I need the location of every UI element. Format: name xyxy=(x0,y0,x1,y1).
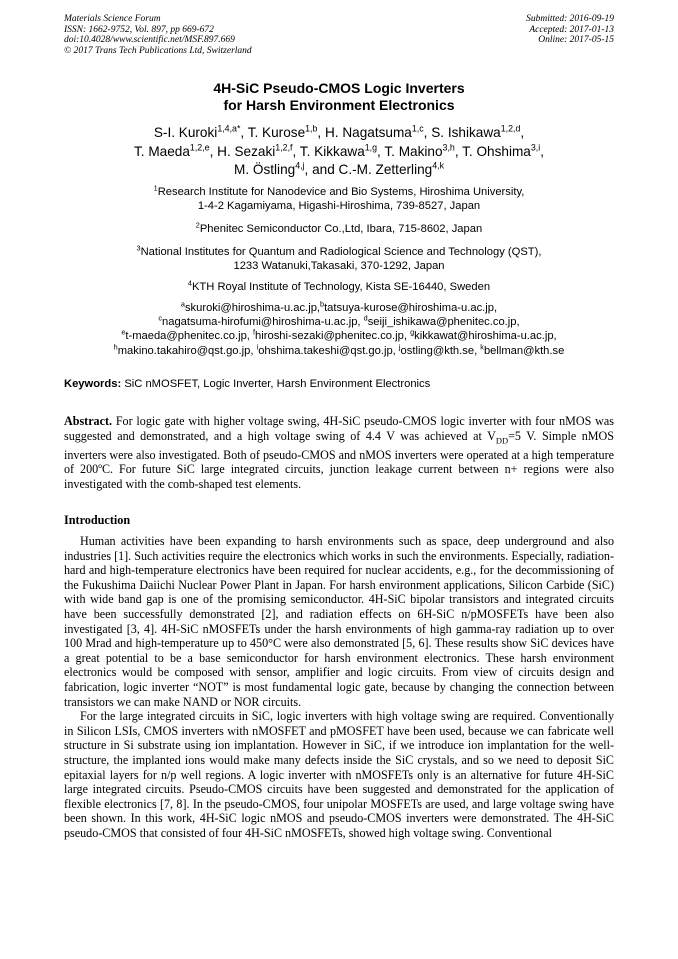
email[interactable]: tatsuya-kurose@hiroshima-u.ac.jp, xyxy=(324,302,498,314)
journal-info xyxy=(64,14,252,56)
aff-line: 1-4-2 Kagamiyama, Higashi-Hiroshima, 739-8527, Japan xyxy=(197,200,481,213)
email[interactable]: hiroshi-sezaki@phenitec.co.jp, xyxy=(255,330,407,343)
affiliation-3 xyxy=(40,245,638,273)
email-sup: j xyxy=(398,341,401,351)
author: H. Sezaki xyxy=(217,143,276,159)
paragraph: For the large integrated circuits in SiC, logic inverters with high voltage swing are required. Conventionally in Silicon LSIs, CMOS inverters with nMOSFET and pMOSFET have been used, because we can fabricate well structure in Si substrate using ion implantation. However in SiC, if we introduce ion implantation for the well-structure, the implanted ions would make many defects inside the SiC crystals, and so we need to deposit SiC epitaxial layers for n/p well regions. A logic inverter with nMOSFETs only is an alternative for future 4H-SiC large integrated circuits. Pseudo-CMOS circuits have been suggested and demonstrated for the application of flexible electronics [7, 8]. In the pseudo-CMOS, four unipolar MOSFETs are used, and large voltage swing have been shown. In this work, 4H-SiC logic nMOS and pseudo-CMOS inverters were demonstrated. The 4H-SiC pseudo-CMOS that consisted of four 4H-SiC nMOSFETs, showed high voltage swing. Conventional xyxy=(64,709,614,840)
section-heading: Introduction xyxy=(64,513,131,527)
author: T. Maeda xyxy=(134,143,190,159)
email-sup: h xyxy=(113,341,118,351)
author-sup: 1,4,a* xyxy=(217,123,241,134)
email[interactable]: bellman@kth.se xyxy=(483,344,565,357)
author-line-2: T. Maeda$^{1,2,e}$, H. Sezaki$^{1,2,f}$, T. Kikkawa$^{1,g}$, T. Makino$^{3,h}$, T. Ohshima$^{3,i}$, xyxy=(134,141,544,159)
journal-doi: doi:10.4028/www.scientific.net/MSF.897.669 xyxy=(64,35,235,46)
author: S. Ishikawa xyxy=(431,125,501,140)
email[interactable]: kikkawat@hiroshima-u.ac.jp, xyxy=(414,330,557,343)
author-sup: 1,b xyxy=(305,123,318,134)
author: S-I. Kuroki xyxy=(153,125,218,140)
aff-line: National Institutes for Quantum and Radiological Science and Technology (QST), xyxy=(140,246,542,258)
author-sup: 1,2,d xyxy=(500,123,521,134)
aff-line: 1233 Watanuki,Takasaki, 370-1292, Japan xyxy=(233,260,445,273)
email-list xyxy=(40,301,638,358)
email[interactable]: skuroki@hiroshima-u.ac.jp, xyxy=(184,302,321,314)
email-sup: e xyxy=(121,327,126,337)
paragraph: Human activities have been expanding to harsh environments such as space, deep underground and also industries [1]. Such activities require the electronics which works in such the environments. Especially, radiation-hard and high-temperature electronics have been required for nuclear accidents, e.g., for the decommissioning of the Fukushima Daiichi Nuclear Power Plant in Japan. For harsh environment applications, Silicon Carbide (SiC) with wide band gap is one of the promising semiconductor. 4H-SiC bipolar transistors and integrated circuits have been successfully demonstrated [2], and radiation effects on 6H-SiC n/pMOSFETs have been also investigated [3, 4]. 4H-SiC nMOSFETs under the harsh environments of high gamma-ray radiation up to over 100 Mrad and high-temperature up to 450°C were also demonstrated [5, 6]. These results show SiC devices have a great potential to be a base semiconductor for harsh environment electronics. These harsh environment electronics would be composed with sensor, amplifier and logic circuits. From view of circuits design and fabrication, logic inverter “NOT” is most fundamental logic gate, because by changing the connection between transistors we can make NAND or NOR circuits. xyxy=(64,534,614,709)
abstract-sub: DD xyxy=(495,435,509,446)
author-sup: 1,2,e xyxy=(189,141,210,152)
email[interactable]: t-maeda@phenitec.co.jp, xyxy=(125,330,250,343)
affiliation-1 xyxy=(40,185,638,213)
author-sup: 1,g xyxy=(364,141,378,152)
email[interactable]: nagatsuma-hirofumi@hiroshima-u.ac.jp, xyxy=(162,316,361,329)
email-sup: i xyxy=(256,341,259,351)
journal-issn: ISSN: 1662-9752, Vol. 897, pp 669-672 xyxy=(64,24,214,35)
author: T. Ohshima xyxy=(462,143,531,159)
abstract-text-2: =5 V. Simple nMOS inverters were also investigated. Both of pseudo-CMOS and nMOS inverters were operated at a high temperature of 200ºC. For future SiC large integrated circuits, junction leakage current between n+ regions were also investigated with the comb-shaped test elements. xyxy=(64,428,614,492)
affiliation-4 xyxy=(40,280,638,294)
email[interactable]: ostling@kth.se, xyxy=(400,344,478,357)
aff-sup: 3 xyxy=(136,243,141,253)
author: T. Kurose xyxy=(247,125,306,140)
abstract-text-1: For logic gate with higher voltage swing, 4H-SiC pseudo-CMOS logic inverter with four nMOS was suggested and demonstrated, and a high voltage swing of 4.4 V was achieved at V xyxy=(64,414,614,443)
email-sup: a xyxy=(180,299,185,309)
affiliation-2 xyxy=(40,222,638,236)
email-sup: k xyxy=(480,341,484,351)
title-line-2: for Harsh Environment Electronics xyxy=(223,97,455,113)
aff-sup: 2 xyxy=(195,220,200,230)
submission-dates xyxy=(526,14,614,46)
email[interactable]: makino.takahiro@qst.go.jp, xyxy=(117,344,254,357)
author-sup: 1,c xyxy=(411,123,424,134)
keywords-text: SiC nMOSFET, Logic Inverter, Harsh Environment Electronics xyxy=(124,378,431,390)
email-sup: b xyxy=(320,299,325,309)
aff-sup: 4 xyxy=(187,278,192,288)
author-and: and xyxy=(312,162,335,177)
email[interactable]: ohshima.takeshi@qst.go.jp, xyxy=(258,344,396,357)
author-line-1: S-I. Kuroki$^{1,4,a*}$, T. Kurose$^{1,b}$, H. Nagatsuma$^{1,c}$, S. Ishikawa$^{1,2,d}$, xyxy=(153,123,525,140)
paper-title xyxy=(0,80,678,114)
author: T. Kikkawa xyxy=(299,143,365,159)
email[interactable]: seiji_ishikawa@phenitec.co.jp, xyxy=(367,316,520,329)
author-sup: 4,j xyxy=(295,160,305,171)
author-sup: 4,k xyxy=(432,160,444,171)
abstract xyxy=(64,414,614,492)
keywords-label: Keywords: xyxy=(64,378,122,390)
author-line-3: M. Östling$^{4,j}$, and C.-M. Zetterling$^{4,k}$ xyxy=(234,160,444,177)
abstract-label: Abstract. xyxy=(64,414,113,428)
author: H. Nagatsuma xyxy=(324,125,412,140)
keywords xyxy=(64,377,624,391)
accepted-date: Accepted: 2017-01-13 xyxy=(529,24,614,35)
introduction-body xyxy=(64,534,614,840)
author: M. Östling xyxy=(234,162,296,177)
title-line-1: 4H-SiC Pseudo-CMOS Logic Inverters xyxy=(213,80,465,96)
submitted-date: Submitted: 2016-09-19 xyxy=(526,14,614,24)
journal-copyright: © 2017 Trans Tech Publications Ltd, Switzerland xyxy=(64,45,252,56)
aff-line: Phenitec Semiconductor Co.,Ltd, Ibara, 715-8602, Japan xyxy=(199,223,483,235)
aff-sup: 1 xyxy=(153,183,158,193)
author-sup: 3,h xyxy=(442,141,455,152)
email-sup: d xyxy=(363,313,368,323)
aff-line: Research Institute for Nanodevice and Bio Systems, Hiroshima University, xyxy=(157,186,525,198)
author: T. Makino xyxy=(384,143,443,159)
email-sup: f xyxy=(253,327,256,337)
journal-name: Materials Science Forum xyxy=(64,14,161,24)
email-sup: g xyxy=(410,327,415,337)
author-sup: 3,i xyxy=(530,141,541,152)
email-sup: c xyxy=(158,313,163,323)
aff-line: KTH Royal Institute of Technology, Kista SE-16440, Sweden xyxy=(191,281,491,293)
online-date: Online: 2017-05-15 xyxy=(538,35,614,46)
author: C.-M. Zetterling xyxy=(338,162,433,177)
author-sup: 1,2,f xyxy=(275,141,293,152)
author-list xyxy=(40,124,638,180)
